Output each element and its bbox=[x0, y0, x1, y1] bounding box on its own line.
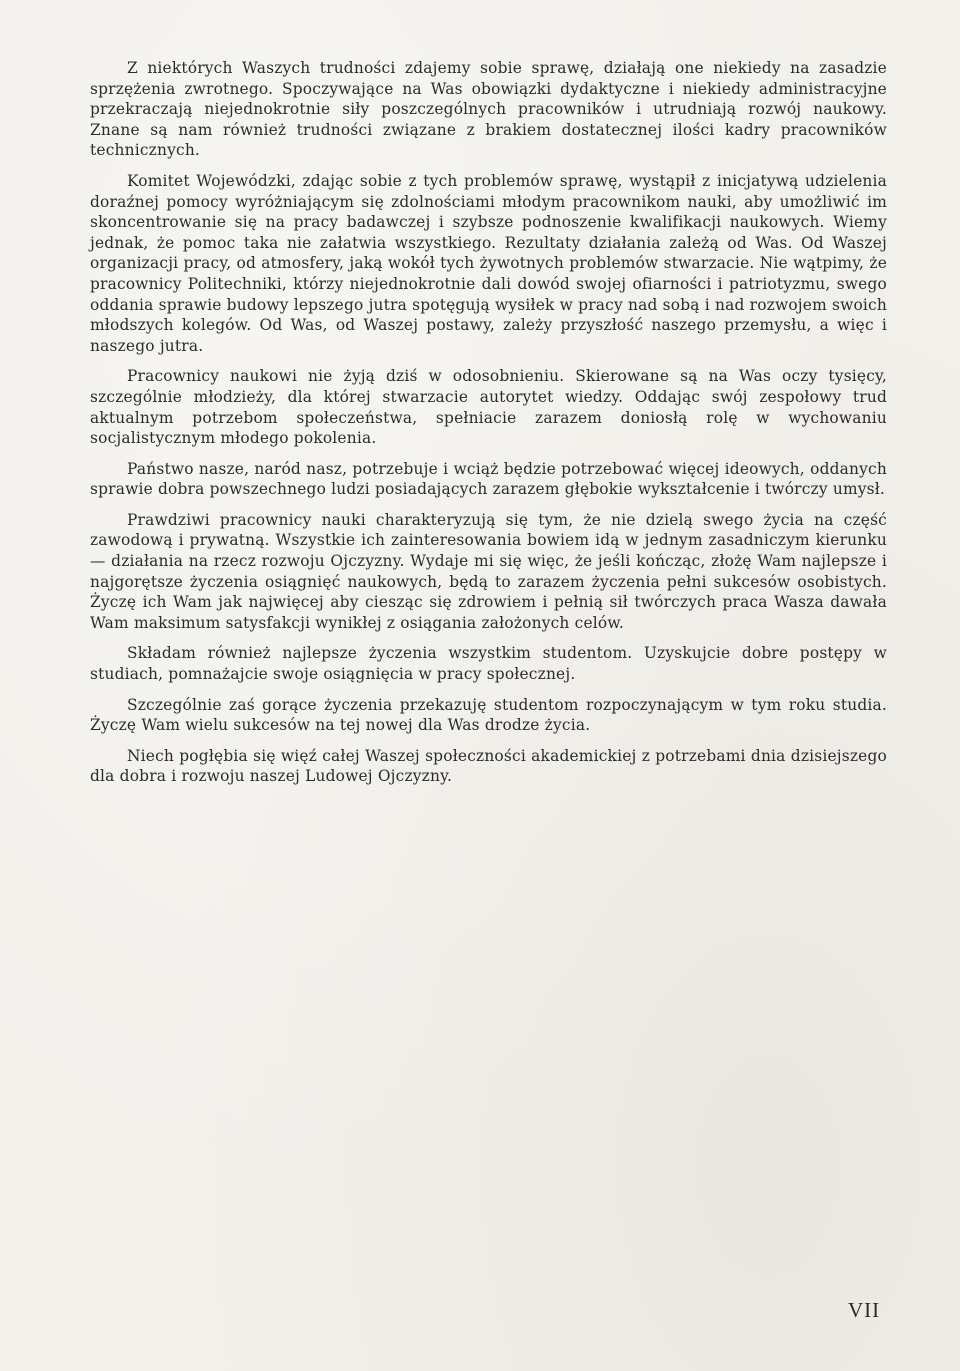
paragraph-3: Pracownicy naukowi nie żyją dziś w odosobnieniu. Skierowane są na Was oczy tysięcy, szczególnie młodzieży, dla której stwarzacie autorytet wiedzy. Oddając swój zespołowy trud aktualnym potrzebom społeczeństwa, spełniacie zarazem doniosłą rolę w wychowaniu socjalistycznym młodego pokolenia. bbox=[90, 367, 887, 448]
paragraph-5: Prawdziwi pracownicy nauki charakteryzują się tym, że nie dzielą swego życia na część zawodową i prywatną. Wszystkie ich zainteresowania bowiem idą w jednym zasadniczym kierunku — działania na rzecz rozwoju Ojczyzny. Wydaje mi się więc, że jeśli kończąc, złożę Wam najlepsze i najgorętsze życzenia osiągnięć naukowych, będą to zarazem życzenia pełni sukcesów osobistych. Życzę ich Wam jak najwięcej aby ciesząc się zdrowiem i pełnią sił twórczych praca Wasza dawała Wam maksimum satysfakcji wynikłej z osiągania założonych celów. bbox=[90, 510, 887, 632]
paragraph-8: Niech pogłębia się więź całej Waszej społeczności akademickiej z potrzebami dnia dzisiejszego dla dobra i rozwoju naszej Ludowej Ojczyzny. bbox=[90, 746, 887, 786]
paragraph-6: Składam również najlepsze życzenia wszystkim studentom. Uzyskujcie dobre postępy w studiach, pomnażajcie swoje osiągnięcia w pracy społecznej. bbox=[90, 644, 887, 684]
paragraph-1: Z niektórych Waszych trudności zdajemy sobie sprawę, działają one niekiedy na zasadzie sprzężenia zwrotnego. Spoczywające na Was obowiązki dydaktyczne i niekiedy administracyjne przekraczają niejednokrotnie siły poszczególnych pracowników i utrudniają rozwój naukowy. Znane są nam również trudności związane z brakiem dostatecznej ilości kadry pracowników technicznych. bbox=[90, 59, 887, 160]
paragraph-2: Komitet Wojewódzki, zdając sobie z tych problemów sprawę, wystąpił z inicjatywą udzielenia doraźnej pomocy wyróżniającym się zdolnościami młodym pracownikom nauki, aby umożliwić im skoncentrowanie się na pracy badawczej i szybsze podnoszenie kwalifikacji naukowych. Wiemy jednak, że pomoc taka nie załatwia wszystkiego. Rezultaty działania zależą od Was. Od Waszej organizacji pracy, od atmosfery, jaką wokół tych żywotnych problemów stwarzacie. Nie wątpimy, że pracownicy Politechniki, którzy niejednokrotnie dali dowód swojej ofiarności i patriotyzmu, swego oddania sprawie budowy lepszego jutra spotęgują wysiłek w pracy nad sobą i nad rozwojem swoich młodszych kolegów. Od Was, od Waszej postawy, zależy przyszłość naszego przemysłu, a więc i naszego jutra. bbox=[90, 171, 887, 355]
page-number: VII bbox=[848, 1298, 881, 1322]
paragraph-4: Państwo nasze, naród nasz, potrzebuje i wciąż będzie potrzebować więcej ideowych, oddanych sprawie dobra powszechnego ludzi posiadających zarazem głębokie wykształcenie i twórczy umysł. bbox=[90, 459, 887, 499]
paragraph-7: Szczególnie zaś gorące życzenia przekazuję studentom rozpoczynającym w tym roku studia. Życzę Wam wielu sukcesów na tej nowej dla Was drodze życia. bbox=[90, 695, 887, 735]
body-text bbox=[90, 58, 887, 797]
